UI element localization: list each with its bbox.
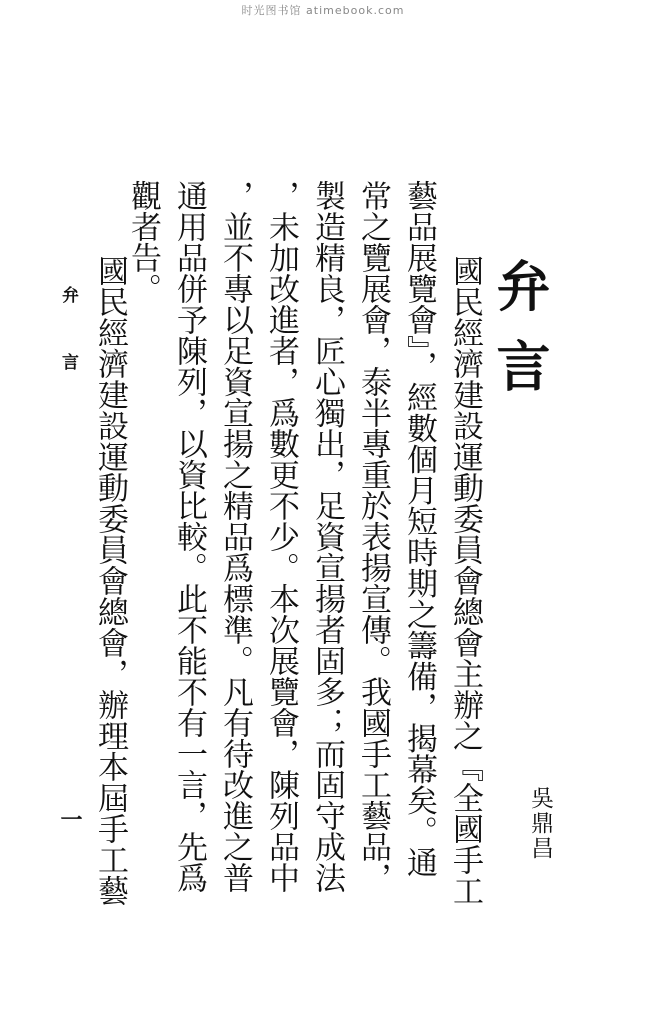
text-column-1: 國民經濟建設運動委員會總會主辦之『全國手工 (447, 255, 483, 906)
page-number: 一 (57, 808, 83, 830)
page-title: 弁言 (488, 258, 552, 418)
text-column-3: 常之覽展會，泰半專重於表揚宣傳。我國手工藝品， (355, 180, 391, 893)
text-column-4: 製造精良，匠心獨出，足資宣揚者固多；而固守成法 (309, 180, 345, 893)
margin-title: 弁言 (58, 286, 78, 420)
watermark: 时光图书馆 atimebook.com (241, 4, 405, 17)
text-column-7: 通用品併予陳列，以資比較。此不能不有一言，先爲 (171, 180, 207, 893)
text-column-9: 國民經濟建設運動委員會總會，辦理本屆手工藝 (92, 255, 128, 906)
author-name: 吳鼎昌 (527, 786, 553, 861)
text-column-2: 藝品展覽會』，經數個月短時期之籌備，揭幕矣。通 (401, 180, 437, 878)
text-column-8: 觀者告。 (125, 180, 161, 304)
text-column-6: ，並不專以足資宣揚之精品爲標準。凡有待改進之普 (217, 180, 253, 893)
text-column-5: ，未加改進者，爲數更不少。本次展覽會，陳列品中 (263, 180, 299, 893)
